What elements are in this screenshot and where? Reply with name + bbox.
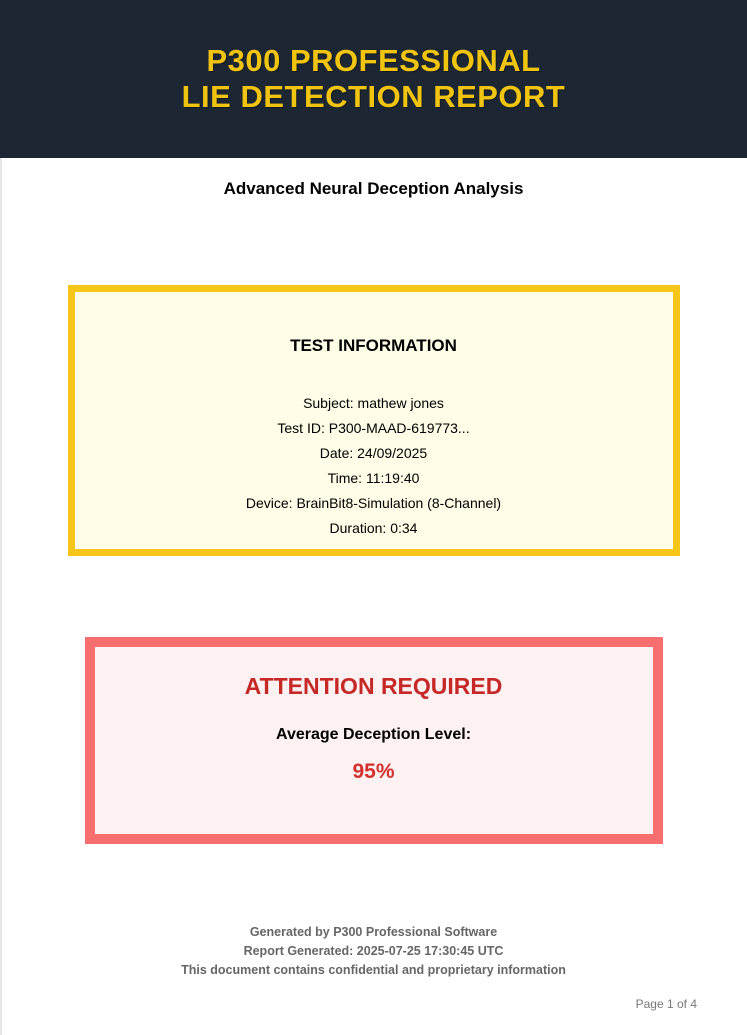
footer-confidential-notice: This document contains confidential and proprietary information bbox=[181, 963, 566, 977]
test-information-box bbox=[68, 285, 680, 556]
page-indicator: Page 1 of 4 bbox=[635, 997, 697, 1011]
info-line-date: Date: 24/09/2025 bbox=[319, 445, 428, 461]
deception-level-label: Average Deception Level: bbox=[275, 726, 472, 743]
attention-required-heading: ATTENTION REQUIRED bbox=[244, 673, 503, 699]
footer-report-generated: Report Generated: 2025-07-25 17:30:45 UTC bbox=[243, 944, 504, 958]
report-body bbox=[0, 158, 747, 1035]
report-title-line2: LIE DETECTION REPORT bbox=[181, 79, 566, 114]
report-subtitle: Advanced Neural Deception Analysis bbox=[223, 179, 524, 198]
report-footer bbox=[0, 923, 747, 980]
deception-level-value: 95% bbox=[352, 760, 395, 783]
info-line-test-id: Test ID: P300-MAAD-619773... bbox=[277, 420, 470, 436]
test-information-fields bbox=[75, 391, 673, 541]
info-line-subject: Subject: mathew jones bbox=[303, 395, 444, 411]
test-information-heading: TEST INFORMATION bbox=[290, 336, 457, 355]
report-title-line1: P300 PROFESSIONAL bbox=[206, 43, 541, 78]
footer-generated-by: Generated by P300 Professional Software bbox=[249, 925, 498, 939]
attention-required-box bbox=[85, 637, 663, 844]
report-title bbox=[182, 43, 566, 115]
info-line-time: Time: 11:19:40 bbox=[327, 470, 420, 486]
info-line-device: Device: BrainBit8-Simulation (8-Channel) bbox=[245, 495, 502, 511]
info-line-duration: Duration: 0:34 bbox=[329, 520, 418, 536]
report-header bbox=[0, 0, 747, 158]
